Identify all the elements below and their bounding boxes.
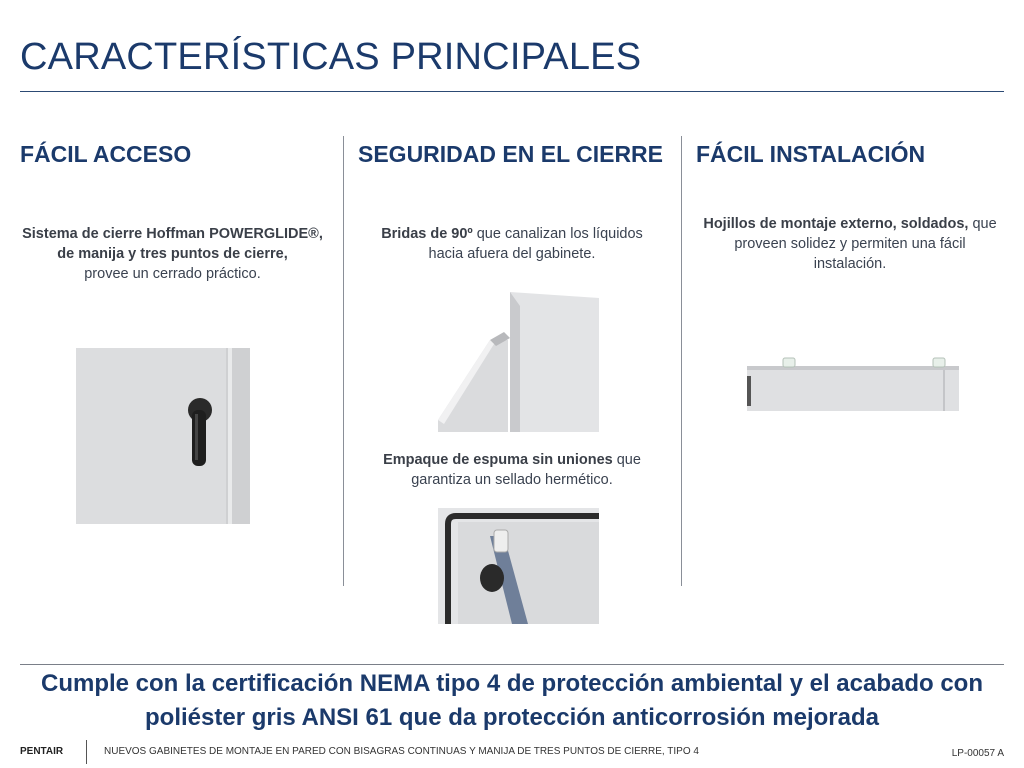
mounting-feet-photo [747, 356, 959, 411]
desc-facil-instalacion [700, 214, 1000, 274]
desc-facil-acceso-bold: Sistema de cierre Hoffman POWERGLIDE®, de manija y tres puntos de cierre, [22, 226, 323, 262]
flange-photo-image [438, 292, 599, 432]
handle-photo-image [76, 348, 250, 524]
column-divider-1 [343, 136, 344, 586]
column-divider-2 [681, 136, 682, 586]
mounting-feet-photo-image [747, 356, 959, 411]
desc-bridas-bold: Bridas de 90º [381, 226, 473, 242]
desc-empaque-rest: que garantiza un sellado hermético. [411, 452, 641, 488]
heading-facil-acceso: FÁCIL ACCESO [20, 141, 192, 167]
title-divider [20, 91, 1004, 92]
desc-empaque [362, 450, 662, 490]
heading-facil-instalacion: FÁCIL INSTALACIÓN [696, 141, 926, 167]
gasket-photo-image [438, 508, 599, 624]
flange-photo [438, 292, 599, 432]
gasket-photo [438, 508, 599, 624]
heading-seguridad-cierre: SEGURIDAD EN EL CIERRE [358, 141, 664, 167]
desc-facil-instalacion-bold: Hojillos de montaje externo, soldados, [703, 216, 969, 232]
footer-brand: PENTAIR [20, 746, 64, 757]
desc-facil-acceso-rest: provee un cerrado práctico. [84, 266, 261, 282]
page-title: CARACTERÍSTICAS PRINCIPALES [20, 36, 642, 78]
desc-bridas-rest: que canalizan los líquidos hacia afuera del gabinete. [428, 226, 643, 262]
handle-photo [76, 348, 250, 524]
footer-document-code: LP-00057 A [951, 748, 1004, 759]
footer-description: NUEVOS GABINETES DE MONTAJE EN PARED CON BISAGRAS CONTINUAS Y MANIJA DE TRES PUNTOS DE CIERRE, TIPO 4 [104, 746, 699, 757]
tagline-divider [20, 664, 1004, 665]
desc-empaque-bold: Empaque de espuma sin uniones [383, 452, 613, 468]
footer-separator [86, 740, 87, 764]
desc-facil-instalacion-rest: que proveen solidez y permiten una fácil instalación. [734, 216, 997, 272]
certification-tagline: Cumple con la certificación NEMA tipo 4 de protección ambiental y el acabado con poliéster gris ANSI 61 que da protección anticorrosión mejorada [41, 670, 983, 731]
desc-facil-acceso [20, 224, 325, 284]
desc-bridas [362, 224, 662, 264]
